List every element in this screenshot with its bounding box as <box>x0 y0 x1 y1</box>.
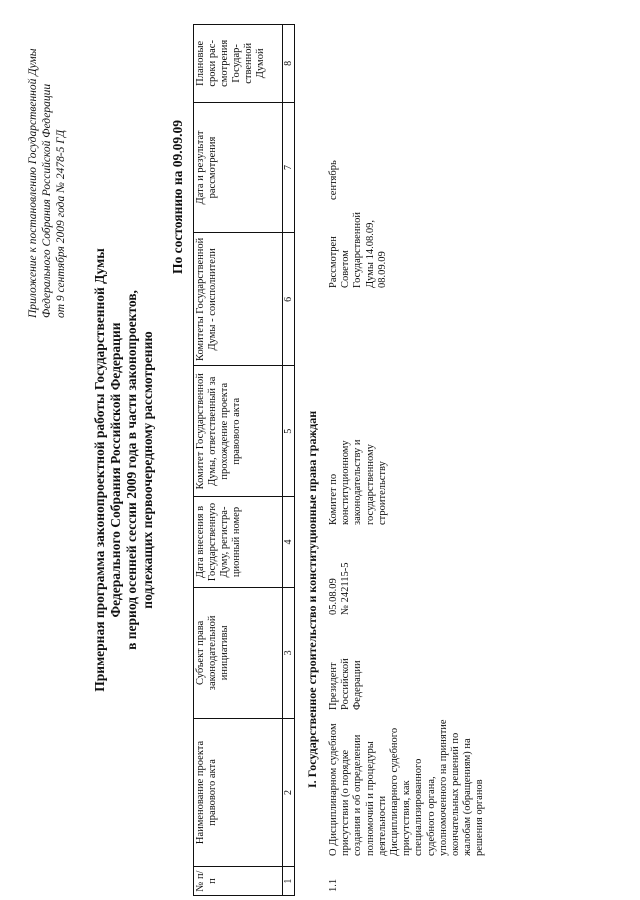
row-reg-number: № 242115-5 <box>340 562 352 615</box>
column-number-row <box>283 25 295 896</box>
column-number: 3 <box>283 587 295 718</box>
header-cell: Комитеты Государственной Думы - соисполнители <box>194 233 283 366</box>
row-committee: Комитет по конституционному законодательству и государственному строительству <box>328 439 388 525</box>
title-line: Примерная программа законопроектной работы Государственной Думы <box>92 248 107 692</box>
row-date <box>328 525 352 615</box>
column-number: 2 <box>283 718 295 866</box>
title-line: подлежащих первоочередному рассмотрению <box>140 331 155 609</box>
header-cell: Наименование проекта правового акта <box>194 718 283 866</box>
section-heading: I. Государственное строительство и конституционные права граждан <box>305 410 319 788</box>
column-number: 1 <box>283 867 295 896</box>
row-date-value: 05.08.09 <box>328 578 339 615</box>
header-cell: Комитет Государственной Думы, ответственный за прохождение проекта правового акта <box>194 366 283 497</box>
header-cell: Субъект права законодательной инициативы <box>194 587 283 718</box>
column-number: 6 <box>283 233 295 366</box>
row-name: О Дисциплинарном судебном присутствии (о порядке создания и об определении полномочий и процедуры деятельности Дисциплинарного судебного присутствия, как специализированного судебного органа, уполномоченного на принятие окончательных решений по жалобам (обращениям) на решения органов <box>328 719 486 856</box>
appendix-line: Приложение к постановлению Государственной Думы <box>27 48 39 318</box>
header-cell: Плановые сроки рас- смотрения Государ- ственной Думой <box>194 25 283 103</box>
column-number: 8 <box>283 25 295 103</box>
column-number: 4 <box>283 497 295 588</box>
header-cell: № п/п <box>194 867 283 896</box>
column-number: 5 <box>283 366 295 497</box>
header-cell: Дата внесения в Государственную Думу, регистра- ционный номер <box>194 497 283 588</box>
appendix-line: от 9 сентября 2009 года № 2478-5 ГД <box>55 129 67 318</box>
header-cell: Дата и результат рассмотрения <box>194 102 283 233</box>
status-date: По состоянию на 09.09.09 <box>170 120 185 275</box>
row-result: Рассмотрен Советом Государственной Думы 14.08.09, 08.09.09 <box>328 212 388 288</box>
row-subject: Президент Российской Федерации <box>328 658 364 710</box>
table-header-row <box>194 25 283 896</box>
title-line: в период осенней сессии 2009 года в части законопроектов, <box>124 290 139 650</box>
document-title <box>92 190 156 750</box>
table-row <box>328 0 628 900</box>
program-table <box>193 24 295 896</box>
appendix-line: Федерального Собрания Российской Федерации <box>41 83 53 318</box>
row-number: 1.1 <box>328 878 339 892</box>
column-number: 7 <box>283 102 295 233</box>
title-line: Федерального Собрания Российской Федерации <box>108 322 123 618</box>
row-planned: сентябрь <box>328 160 339 200</box>
appendix-note <box>26 18 68 318</box>
